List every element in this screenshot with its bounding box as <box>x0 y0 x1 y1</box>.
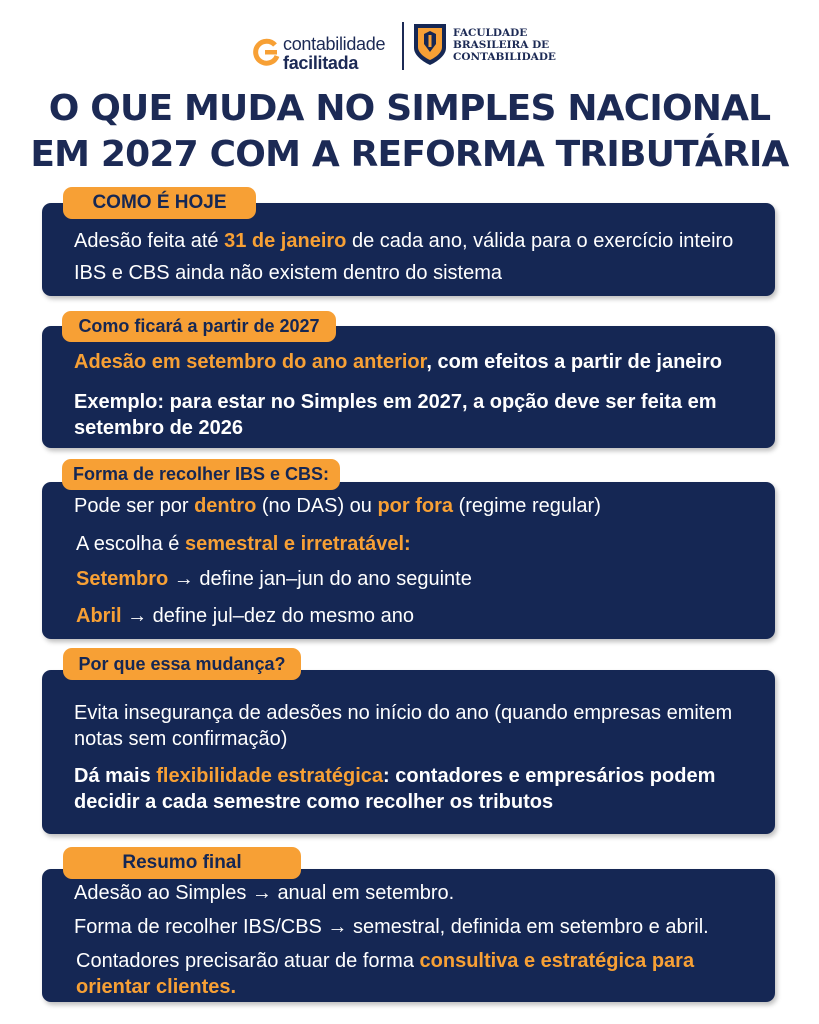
hoje-line2: IBS e CBS ainda não existem dentro do sistema <box>74 262 503 284</box>
futuro-line2: Exemplo: para estar no Simples em 2027, a opção deve ser feita em <box>74 391 717 413</box>
tag-como-e-hoje: COMO É HOJE <box>63 187 256 219</box>
resumo-line4: orientar clientes. <box>76 976 237 998</box>
logo2-line1: FACULDADE <box>453 27 528 39</box>
forma-line2: A escolha é semestral e irretratável: <box>76 533 411 555</box>
hoje-line1: Adesão feita até 31 de janeiro de cada ano, válida para o exercício inteiro <box>74 230 734 252</box>
card-forma-recolher <box>42 482 775 639</box>
forma-line3: Setembro → define jan–jun do ano seguinte <box>76 568 472 590</box>
header-logos <box>0 18 819 74</box>
forma-line4: Abril → define jul–dez do mesmo ano <box>76 605 414 627</box>
title-line1: O QUE MUDA NO SIMPLES NACIONAL <box>48 88 771 129</box>
resumo-line2: Forma de recolher IBS/CBS → semestral, definida em setembro e abril. <box>74 916 709 938</box>
forma-line1: Pode ser por dentro (no DAS) ou por fora (regime regular) <box>74 495 601 517</box>
card-como-ficara <box>42 326 775 448</box>
page-title <box>0 86 819 178</box>
logo2-line2: BRASILEIRA DE <box>453 39 550 51</box>
porque-line3: Dá mais flexibilidade estratégica: contadores e empresários podem <box>74 765 716 787</box>
porque-line1: Evita insegurança de adesões no início do ano (quando empresas emitem <box>74 702 733 724</box>
futuro-line3: setembro de 2026 <box>74 417 243 439</box>
shield-logo-icon <box>412 22 448 66</box>
logo2-line3: CONTABILIDADE <box>453 51 556 63</box>
fbc-logo-text <box>453 27 556 63</box>
logo-divider <box>402 22 404 70</box>
card-resumo <box>42 869 775 1002</box>
resumo-line1: Adesão ao Simples → anual em setembro. <box>74 882 455 904</box>
porque-line4: decidir a cada semestre como recolher os tributos <box>74 791 554 813</box>
porque-line2: notas sem confirmação) <box>74 728 288 750</box>
tag-como-ficara: Como ficará a partir de 2027 <box>62 311 336 342</box>
cf-logo-icon <box>253 38 281 66</box>
logo1-line2: facilitada <box>283 53 359 73</box>
tag-forma-recolher: Forma de recolher IBS e CBS: <box>62 459 340 490</box>
title-line2: EM 2027 COM A REFORMA TRIBUTÁRIA <box>30 134 789 175</box>
card-por-que <box>42 670 775 834</box>
futuro-line1: Adesão em setembro do ano anterior, com efeitos a partir de janeiro <box>74 351 722 373</box>
tag-resumo: Resumo final <box>63 847 301 879</box>
logo1-line1: contabilidade <box>283 34 386 54</box>
tag-por-que: Por que essa mudança? <box>63 648 301 680</box>
resumo-line3: Contadores precisarão atuar de forma consultiva e estratégica para <box>76 950 695 972</box>
